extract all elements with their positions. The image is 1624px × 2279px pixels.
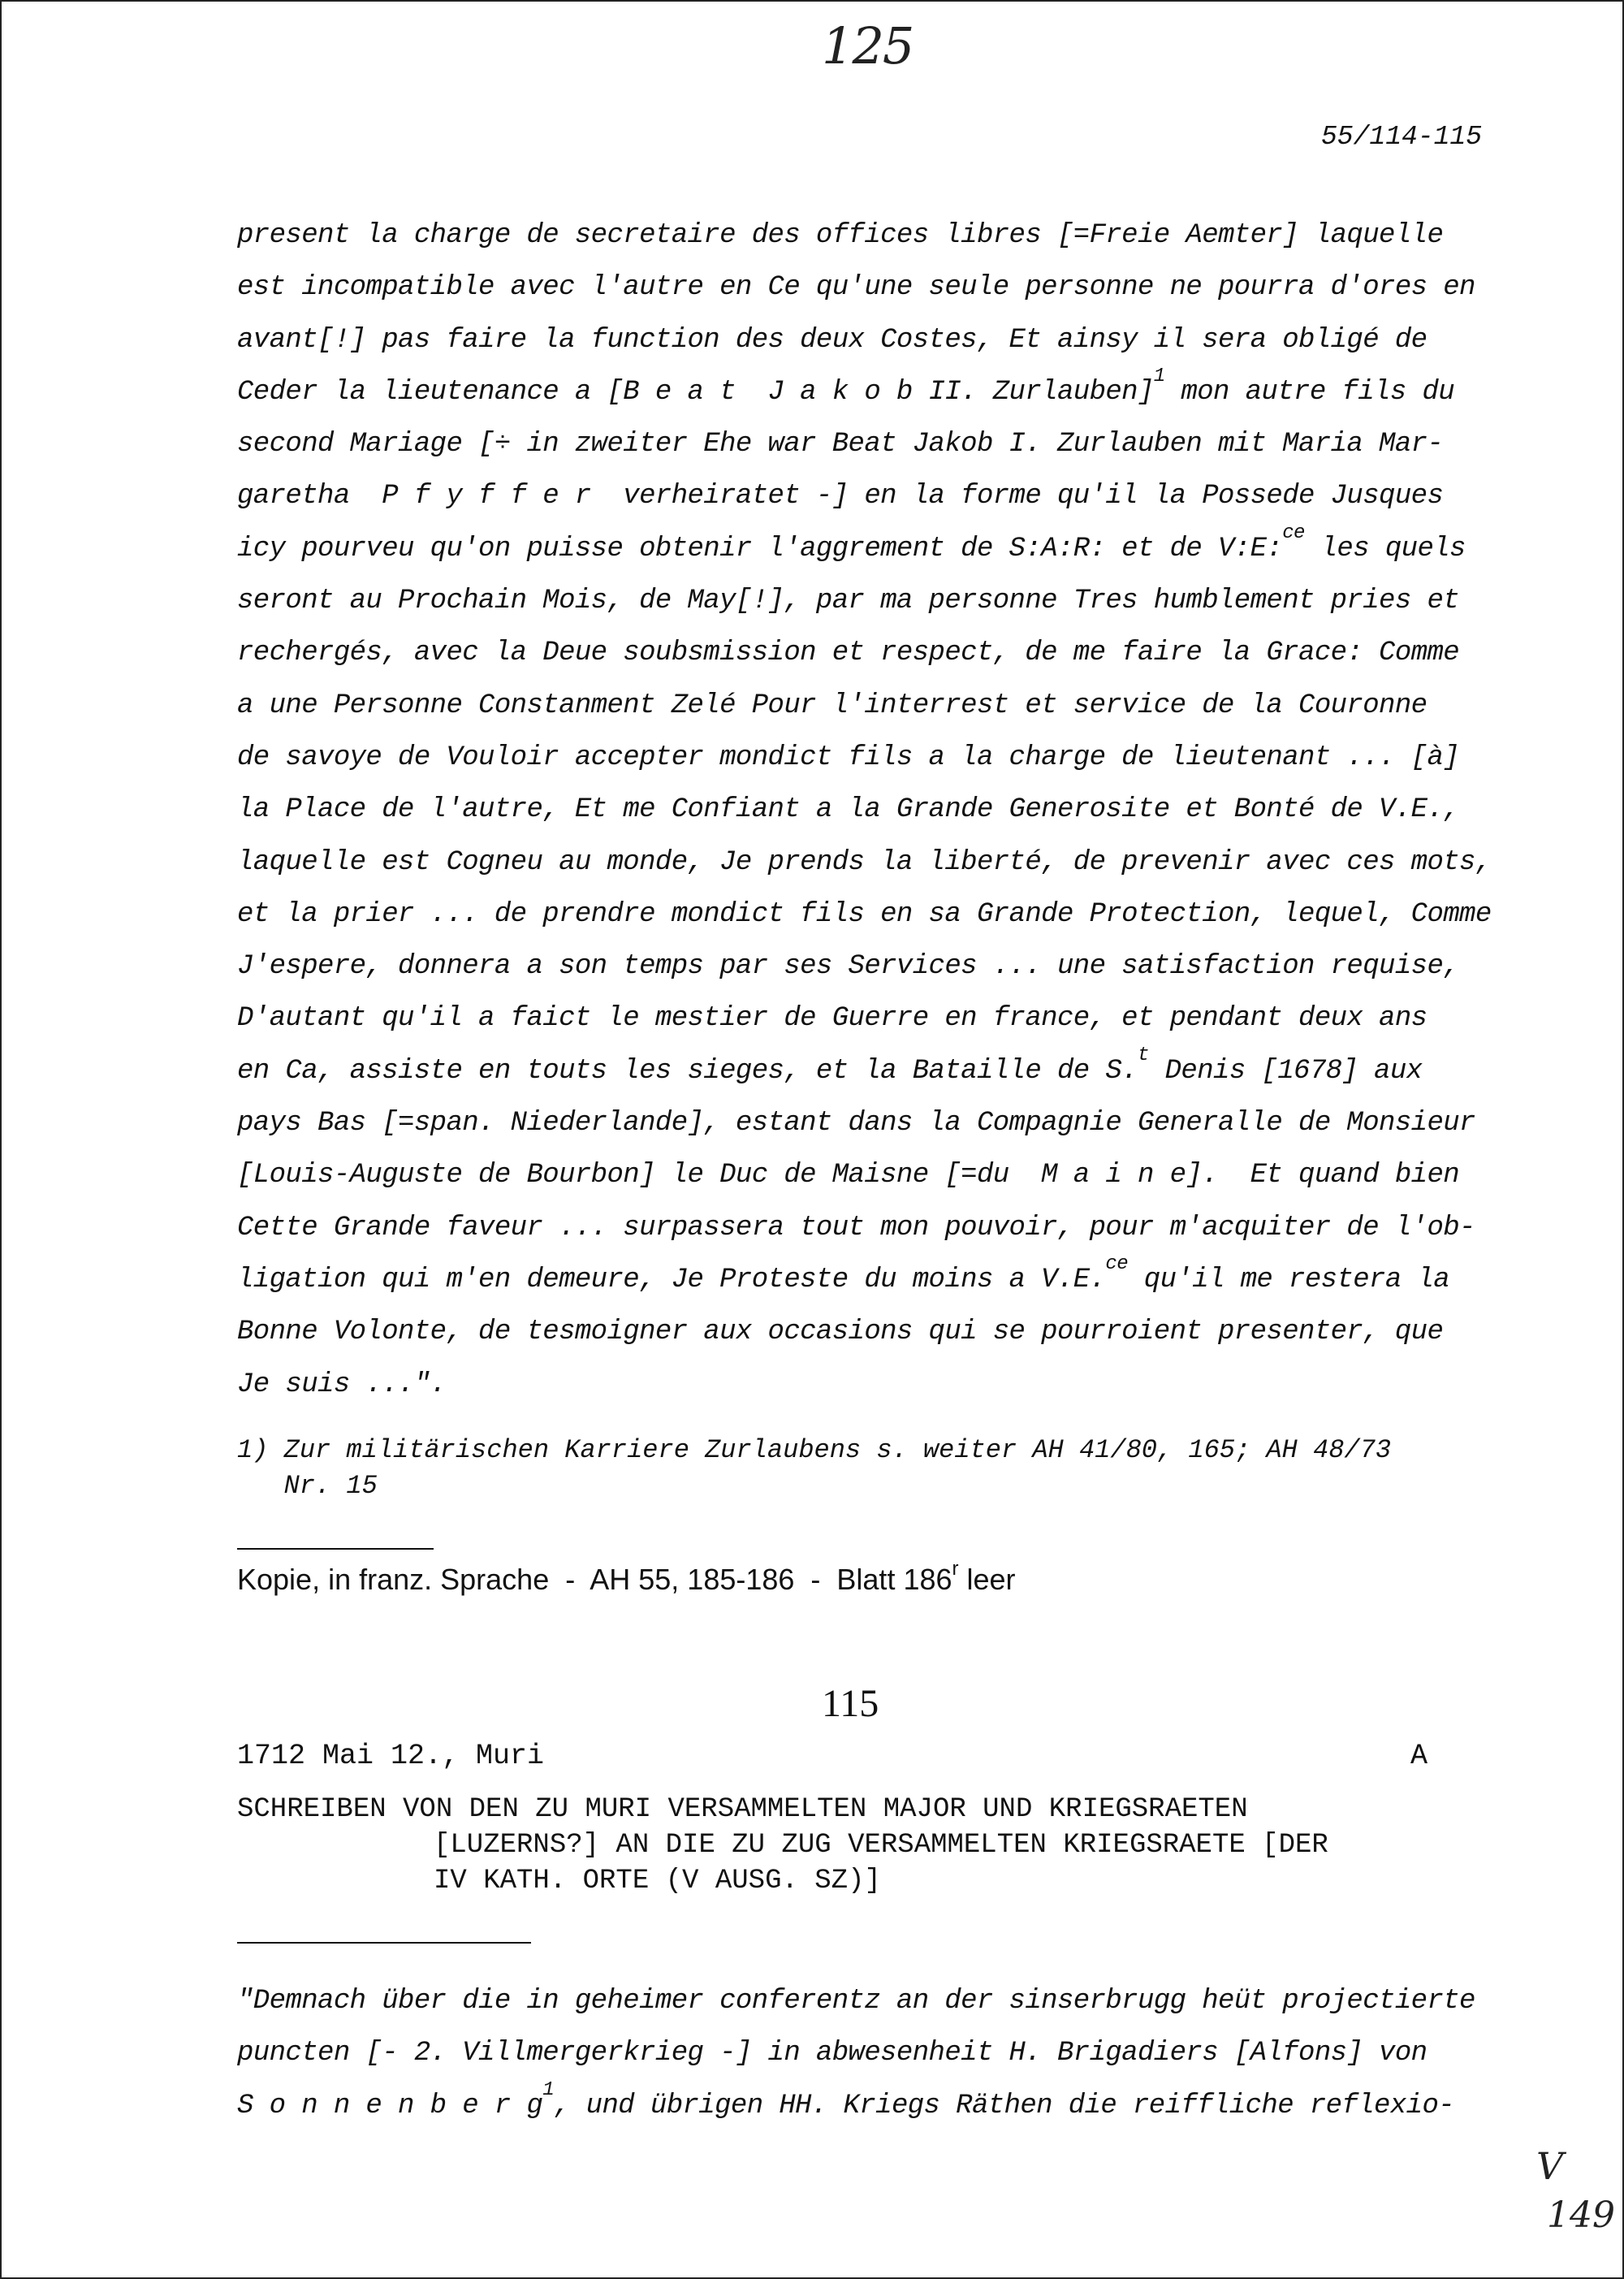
title-line: [LUZERNS?] AN DIE ZU ZUG VERSAMMELTEN KRIEGSRAETE [DER bbox=[434, 1830, 1328, 1861]
body-line: en Ca, assiste en touts les sieges, et la Bataille de S.$^t$ Denis [1678] aux bbox=[237, 1044, 1423, 1087]
body-line: second Mariage [÷ in zweiter Ehe war Beat Jakob I. Zurlauben mit Maria Mar- bbox=[237, 429, 1444, 461]
footnote-line: Nr. 15 bbox=[237, 1471, 378, 1501]
body-line: laquelle est Cogneu au monde, Je prends la liberté, de prevenir avec ces mots, bbox=[237, 846, 1492, 878]
document-reference: 55/114-115 bbox=[1321, 122, 1483, 152]
body-line: present la charge de secretaire des offices libres [=Freie Aemter] laquelle bbox=[237, 220, 1444, 251]
body-line: D'autant qu'il a faict le mestier de Guerre en france, et pendant deux ans bbox=[237, 1003, 1427, 1035]
superscript: ce bbox=[1105, 1252, 1128, 1275]
date-place: 1712 Mai 12., Muri bbox=[237, 1740, 545, 1772]
stamp-number: 125 bbox=[822, 16, 914, 76]
superscript: t bbox=[1138, 1044, 1149, 1066]
body-line: a une Personne Constanment Zelé Pour l'interrest et service de la Couronne bbox=[237, 690, 1427, 721]
archive-mark: A bbox=[1410, 1740, 1428, 1772]
body-line: rechergés, avec la Deue soubsmission et respect, de me faire la Grace: Comme bbox=[237, 638, 1460, 669]
title-line: SCHREIBEN VON DEN ZU MURI VERSAMMELTEN MAJOR UND KRIEGSRAETEN bbox=[237, 1794, 1248, 1825]
body-line: J'espere, donnera a son temps par ses Services ... une satisfaction requise, bbox=[237, 951, 1460, 983]
footnote-marker: 1 bbox=[1153, 365, 1165, 387]
body-line: avant[!] pas faire la function des deux Costes, Et ainsy il sera obligé de bbox=[237, 324, 1427, 356]
body-line: la Place de l'autre, Et me Confiant a la Grande Generosite et Bonté de V.E., bbox=[237, 794, 1460, 826]
body-line: Bonne Volonte, de tesmoigner aux occasions qui se pourroient presenter, que bbox=[237, 1317, 1444, 1348]
document-number: 115 bbox=[822, 1682, 879, 1725]
footnote-line: 1) Zur militärischen Karriere Zurlaubens s. weiter AH 41/80, 165; AH 48/73 bbox=[237, 1435, 1392, 1465]
separator-rule bbox=[237, 1548, 434, 1550]
footnote bbox=[237, 1433, 1391, 1504]
body-line: garetha P f y f f e r verheiratet -] en la forme qu'il la Possede Jusques bbox=[237, 481, 1444, 512]
source-note: Kopie, in franz. Sprache - AH 55, 185-186 - Blatt 186$^r$ leer bbox=[237, 1558, 1016, 1596]
body-line: pays Bas [=span. Niederlande], estant dans la Compagnie Generalle de Monsieur bbox=[237, 1108, 1475, 1140]
title-line: IV KATH. ORTE (V AUSG. SZ)] bbox=[434, 1866, 881, 1896]
body-line: ligation qui m'en demeure, Je Proteste du moins a V.E.$^{ce}$ qu'il me restera la bbox=[237, 1252, 1450, 1295]
body-line: seront au Prochain Mois, de May[!], par ma personne Tres humblement pries et bbox=[237, 586, 1460, 617]
footnote-marker: 1 bbox=[542, 2078, 555, 2101]
letter-body bbox=[237, 210, 1536, 1411]
quote-line: puncten [- 2. Villmergerkrieg -] in abwesenheit H. Brigadiers [Alfons] von bbox=[237, 2038, 1427, 2069]
body-line: icy pourveu qu'on puisse obtenir l'aggrement de S:A:R: et de V:E:$^{ce}$ les quels bbox=[237, 521, 1466, 564]
separator-rule bbox=[237, 1942, 531, 1944]
quote-line: S o n n e n b e r $g^1$, und übrigen HH. Kriegs Räthen die reiffliche reflexio- bbox=[237, 2078, 1455, 2121]
body-line: Je suis ...". bbox=[237, 1369, 447, 1400]
body-line: est incompatible avec l'autre en Ce qu'une seule personne ne pourra d'ores en bbox=[237, 272, 1475, 304]
corner-number: 149 bbox=[1547, 2195, 1615, 2236]
body-line: et la prier ... de prendre mondict fils en sa Grande Protection, lequel, Comme bbox=[237, 898, 1492, 930]
corner-mark: V bbox=[1536, 2144, 1564, 2188]
quote-line: "Demnach über die in geheimer conferentz an der sinserbrugg heüt projectierte bbox=[237, 1986, 1475, 2017]
body-line: Cette Grande faveur ... surpassera tout mon pouvoir, pour m'acquiter de l'ob- bbox=[237, 1212, 1475, 1243]
superscript: ce bbox=[1282, 521, 1305, 544]
body-line: de savoye de Vouloir accepter mondict fils a la charge de lieutenant ... [à] bbox=[237, 742, 1460, 773]
document-title bbox=[237, 1792, 1328, 1899]
body-line: Ceder la lieutenance a [B e a t J a k o b II. Zurlauben]$^1$ mon autre fils du bbox=[237, 365, 1455, 408]
quoted-text bbox=[237, 1975, 1475, 2132]
body-line: [Louis-Auguste de Bourbon] le Duc de Maisne [=du M a i n e]. Et quand bien bbox=[237, 1160, 1460, 1191]
